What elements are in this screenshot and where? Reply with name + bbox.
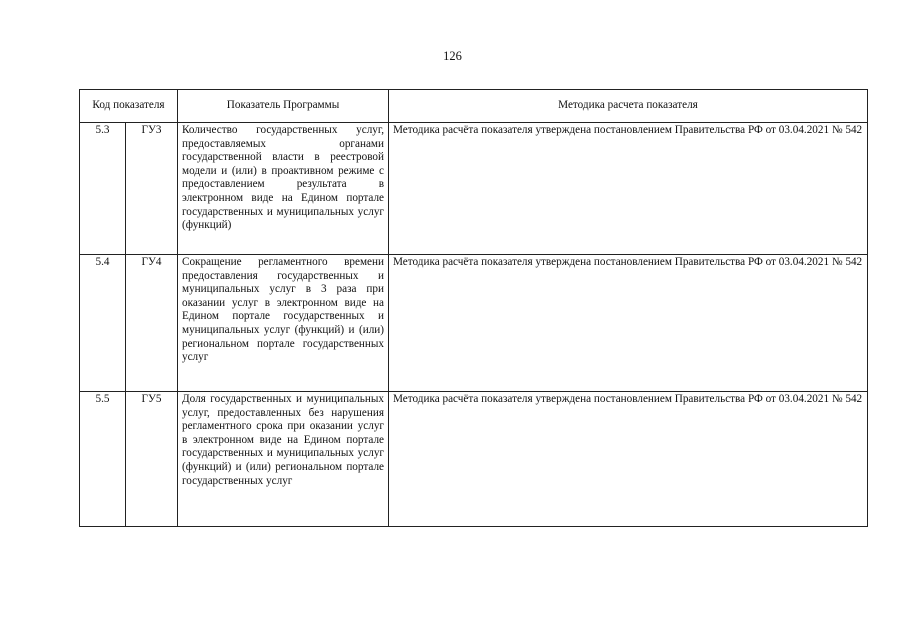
header-indicator: Показатель Программы	[178, 90, 389, 123]
row-number: 5.4	[80, 255, 126, 392]
row-code: ГУ5	[126, 392, 178, 527]
row-indicator: Доля государственных и муниципальных услуг, предоставленных без нарушения регламентного срока при оказании услуг в электронном виде на Едином портале государственных и муниципальных услуг (функций) и (или) региональном портале государственных услуг	[178, 392, 389, 527]
row-indicator: Сокращение регламентного времени предоставления государственных и муниципальных услуг в 3 раза при оказании услуг в электронном виде на Едином портале государственных и муниципальных услуг (функций) и (или) региональном портале государственных услуг	[178, 255, 389, 392]
header-method: Методика расчета показателя	[389, 90, 868, 123]
row-method: Методика расчёта показателя утверждена постановлением Правительства РФ от 03.04.2021 № 542	[389, 123, 868, 255]
table-row	[80, 123, 868, 255]
table-row	[80, 255, 868, 392]
table-row	[80, 392, 868, 527]
indicators-table	[79, 89, 868, 527]
row-number: 5.3	[80, 123, 126, 255]
header-code: Код показателя	[80, 90, 178, 123]
table-header-row	[80, 90, 868, 123]
row-method: Методика расчёта показателя утверждена постановлением Правительства РФ от 03.04.2021 № 542	[389, 392, 868, 527]
page-number: 126	[443, 49, 462, 63]
row-code: ГУ4	[126, 255, 178, 392]
row-indicator: Количество государственных услуг, предоставляемых органами государственной власти в реестровой модели и (или) в проактивном режиме с предоставлением результата в электронном виде на Едином портале государственных и муниципальных услуг (функций)	[178, 123, 389, 255]
row-code: ГУ3	[126, 123, 178, 255]
row-method: Методика расчёта показателя утверждена постановлением Правительства РФ от 03.04.2021 № 542	[389, 255, 868, 392]
row-number: 5.5	[80, 392, 126, 527]
